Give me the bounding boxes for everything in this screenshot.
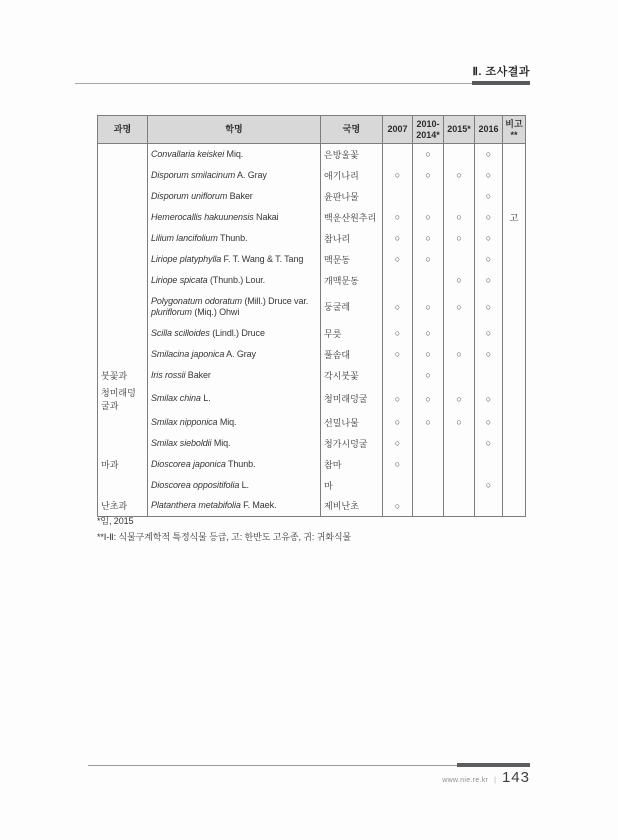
mark-cell-2010-2014: ○: [413, 207, 444, 228]
scientific-name-author: (Mill.) Druce var.: [242, 295, 309, 306]
species-row: [98, 433, 526, 454]
species-row: [98, 186, 526, 207]
mark-cell-2015: [444, 323, 475, 344]
scientific-name-author: F. T. Wang & T. Tang: [221, 253, 304, 264]
korean-name-cell: 무릇: [321, 323, 383, 344]
col-header-2016: 2016: [475, 116, 503, 144]
scientific-name-italic: Liriope platyphylla: [151, 253, 222, 264]
note-cell: [503, 291, 526, 323]
col-header-korean-name: 국명: [321, 116, 383, 144]
mark-cell-2010-2014: ○: [413, 344, 444, 365]
note-cell: [503, 344, 526, 365]
mark-cell-2007: ○: [383, 207, 413, 228]
korean-name-cell: 마: [321, 475, 383, 496]
species-row: [98, 386, 526, 412]
mark-cell-2010-2014: [413, 496, 444, 517]
scientific-name-cell: [148, 386, 321, 412]
col-header-2010-2014: 2010- 2014*: [413, 116, 444, 144]
scientific-name-cell: [148, 165, 321, 186]
mark-cell-2007: [383, 270, 413, 291]
korean-name-cell: 윤판나물: [321, 186, 383, 207]
mark-cell-2010-2014: ○: [413, 249, 444, 270]
scientific-name-cell: [148, 323, 321, 344]
mark-cell-2016: ○: [475, 386, 503, 412]
mark-cell-2016: [475, 454, 503, 475]
scientific-name-italic: Platanthera metabifolia: [151, 500, 241, 511]
mark-cell-2016: ○: [475, 165, 503, 186]
scientific-name-author: (Lindl.) Druce: [209, 327, 265, 338]
species-row: [98, 207, 526, 228]
mark-cell-2015: ○: [444, 386, 475, 412]
family-cell: [98, 270, 148, 291]
table-header: [98, 116, 526, 144]
mark-cell-2016: ○: [475, 291, 503, 323]
scientific-name-author: L.: [239, 479, 249, 490]
family-cell: 붓꽃과: [98, 365, 148, 386]
note-cell: [503, 249, 526, 270]
note-cell: [503, 496, 526, 517]
note-cell: [503, 165, 526, 186]
korean-name-cell: 풀솜대: [321, 344, 383, 365]
mark-cell-2010-2014: [413, 186, 444, 207]
mark-cell-2007: ○: [383, 386, 413, 412]
species-row: [98, 454, 526, 475]
footer-rule-accent: [457, 763, 530, 767]
mark-cell-2015: [444, 496, 475, 517]
family-cell: [98, 412, 148, 433]
scientific-name-cell: [148, 454, 321, 475]
korean-name-cell: 청미래덩굴: [321, 386, 383, 412]
scientific-name-cell: [148, 475, 321, 496]
scientific-name-cell: [148, 433, 321, 454]
species-row: [98, 475, 526, 496]
mark-cell-2016: ○: [475, 412, 503, 433]
family-cell: [98, 186, 148, 207]
mark-cell-2016: [475, 496, 503, 517]
col-header-scientific-name: 학명: [148, 116, 321, 144]
family-cell: 청미래덩굴과: [98, 386, 148, 412]
scientific-name-cell: [148, 144, 321, 165]
scientific-name-cell: [148, 207, 321, 228]
col-header-2015: 2015*: [444, 116, 475, 144]
header-rule: [75, 83, 530, 84]
species-survey-table: [97, 115, 526, 517]
mark-cell-2010-2014: ○: [413, 386, 444, 412]
mark-cell-2016: ○: [475, 323, 503, 344]
mark-cell-2010-2014: ○: [413, 412, 444, 433]
scientific-name-author: F. Maek.: [240, 500, 277, 511]
scientific-name-author: A. Gray: [235, 169, 267, 180]
scientific-name-italic: Hemerocallis hakuunensis: [151, 211, 254, 222]
mark-cell-2007: ○: [383, 291, 413, 323]
note-cell: [503, 323, 526, 344]
note-cell: 고: [503, 207, 526, 228]
mark-cell-2015: [444, 454, 475, 475]
korean-name-cell: 백운산원추리: [321, 207, 383, 228]
species-row: [98, 144, 526, 165]
species-row: [98, 270, 526, 291]
mark-cell-2007: ○: [383, 228, 413, 249]
scientific-name-author: Nakai: [253, 211, 279, 222]
korean-name-cell: 둥굴레: [321, 291, 383, 323]
family-cell: [98, 475, 148, 496]
section-heading: Ⅱ. 조사결과: [472, 66, 530, 78]
mark-cell-2010-2014: ○: [413, 323, 444, 344]
mark-cell-2007: [383, 475, 413, 496]
scientific-name-author: Thunb.: [217, 232, 248, 243]
col-header-2007: 2007: [383, 116, 413, 144]
mark-cell-2015: [444, 365, 475, 386]
mark-cell-2015: ○: [444, 344, 475, 365]
scientific-name-author: (Miq.) Ohwi: [191, 306, 240, 317]
scientific-name-italic: Iris rossii: [151, 369, 186, 380]
mark-cell-2007: ○: [383, 433, 413, 454]
note-cell: [503, 386, 526, 412]
mark-cell-2015: ○: [444, 412, 475, 433]
scientific-name-author: Miq.: [217, 416, 237, 427]
scientific-name-italic: Smilax sieboldii: [151, 437, 212, 448]
korean-name-cell: 청가시덩굴: [321, 433, 383, 454]
species-row: [98, 291, 526, 323]
scientific-name-author: Miq.: [224, 148, 244, 159]
table-body: [98, 144, 526, 517]
korean-name-cell: 각시붓꽃: [321, 365, 383, 386]
mark-cell-2016: ○: [475, 186, 503, 207]
mark-cell-2010-2014: [413, 270, 444, 291]
col-header-note: 비고 **: [503, 116, 526, 144]
note-cell: [503, 454, 526, 475]
scientific-name-italic: Convallaria keiskei: [151, 148, 225, 159]
note-cell: [503, 412, 526, 433]
scientific-name-cell: [148, 249, 321, 270]
mark-cell-2007: ○: [383, 344, 413, 365]
scientific-name-italic: Polygonatum odoratum: [151, 295, 243, 306]
korean-name-cell: 은방울꽃: [321, 144, 383, 165]
mark-cell-2007: ○: [383, 454, 413, 475]
scientific-name-italic: Dioscorea japonica: [151, 458, 226, 469]
family-cell: [98, 228, 148, 249]
note-cell: [503, 270, 526, 291]
korean-name-cell: 개맥문동: [321, 270, 383, 291]
footnote-source: *임, 2015: [97, 516, 134, 526]
mark-cell-2016: ○: [475, 207, 503, 228]
mark-cell-2015: ○: [444, 228, 475, 249]
scientific-name-italic: Smilax china: [151, 393, 201, 403]
mark-cell-2016: [475, 365, 503, 386]
mark-cell-2016: ○: [475, 228, 503, 249]
species-row: [98, 228, 526, 249]
mark-cell-2016: ○: [475, 344, 503, 365]
mark-cell-2010-2014: ○: [413, 165, 444, 186]
mark-cell-2007: [383, 144, 413, 165]
family-cell: [98, 207, 148, 228]
mark-cell-2016: ○: [475, 475, 503, 496]
scientific-name-cell: [148, 412, 321, 433]
family-cell: [98, 291, 148, 323]
scientific-name-italic: Lilium lancifolium: [151, 232, 218, 243]
korean-name-cell: 참나리: [321, 228, 383, 249]
footer-rule: [88, 765, 530, 766]
scientific-name-italic: Liriope spicata: [151, 274, 208, 285]
family-cell: [98, 165, 148, 186]
mark-cell-2016: ○: [475, 270, 503, 291]
header-row: [98, 116, 526, 144]
mark-cell-2015: [444, 249, 475, 270]
scientific-name-cell: [148, 186, 321, 207]
mark-cell-2015: [444, 475, 475, 496]
korean-name-cell: 참마: [321, 454, 383, 475]
mark-cell-2010-2014: ○: [413, 144, 444, 165]
mark-cell-2010-2014: ○: [413, 291, 444, 323]
scientific-name-author: Baker: [227, 190, 253, 201]
mark-cell-2015: ○: [444, 165, 475, 186]
mark-cell-2007: [383, 186, 413, 207]
page-number: 143: [501, 769, 530, 786]
scientific-name-author: L.: [200, 393, 211, 403]
species-row: [98, 365, 526, 386]
korean-name-cell: 선밀나물: [321, 412, 383, 433]
mark-cell-2010-2014: ○: [413, 365, 444, 386]
scientific-name-author: Thunb.: [225, 458, 256, 469]
scientific-name-author: (Thunb.) Lour.: [207, 274, 266, 285]
note-cell: [503, 144, 526, 165]
mark-cell-2010-2014: [413, 433, 444, 454]
note-cell: [503, 365, 526, 386]
scientific-name-italic: Smilax nipponica: [151, 416, 218, 427]
scientific-name-italic: Disporum smilacinum: [151, 169, 236, 180]
korean-name-cell: 제비난초: [321, 496, 383, 517]
mark-cell-2016: ○: [475, 433, 503, 454]
scientific-name-cell: [148, 365, 321, 386]
mark-cell-2015: [444, 186, 475, 207]
scientific-name-author: Baker: [185, 369, 211, 380]
mark-cell-2007: ○: [383, 249, 413, 270]
mark-cell-2007: ○: [383, 496, 413, 517]
family-cell: [98, 144, 148, 165]
header-rule-accent: [472, 81, 530, 85]
family-cell: 마과: [98, 454, 148, 475]
mark-cell-2007: [383, 365, 413, 386]
species-row: [98, 323, 526, 344]
family-cell: [98, 433, 148, 454]
scientific-name-cell: [148, 228, 321, 249]
scientific-name-italic: Dioscorea oppositifolia: [151, 479, 240, 490]
mark-cell-2015: ○: [444, 291, 475, 323]
mark-cell-2007: ○: [383, 165, 413, 186]
scientific-name-italic: Scilla scilloides: [151, 327, 210, 338]
scientific-name-italic: Smilacina japonica: [151, 348, 225, 359]
species-row: [98, 165, 526, 186]
note-cell: [503, 228, 526, 249]
mark-cell-2016: ○: [475, 249, 503, 270]
scientific-name-italic: pluriflorum: [151, 306, 192, 317]
korean-name-cell: 맥문동: [321, 249, 383, 270]
korean-name-cell: 애기나리: [321, 165, 383, 186]
mark-cell-2010-2014: [413, 454, 444, 475]
mark-cell-2010-2014: ○: [413, 228, 444, 249]
scientific-name-cell: [148, 291, 321, 323]
mark-cell-2015: ○: [444, 207, 475, 228]
mark-cell-2015: ○: [444, 270, 475, 291]
note-cell: [503, 475, 526, 496]
col-header-family: 과명: [98, 116, 148, 144]
scientific-name-cell: [148, 344, 321, 365]
footer-separator: |: [494, 777, 496, 784]
mark-cell-2010-2014: [413, 475, 444, 496]
species-row: [98, 344, 526, 365]
mark-cell-2015: [444, 144, 475, 165]
note-cell: [503, 433, 526, 454]
footnote-legend: **Ⅰ-Ⅱ: 식물구계학적 특정식물 등급, 고: 한반도 고유종, 귀: 귀화식물: [97, 531, 352, 542]
family-cell: [98, 323, 148, 344]
mark-cell-2015: [444, 433, 475, 454]
mark-cell-2016: ○: [475, 144, 503, 165]
scientific-name-cell: [148, 270, 321, 291]
mark-cell-2007: ○: [383, 323, 413, 344]
family-cell: [98, 344, 148, 365]
family-cell: [98, 249, 148, 270]
species-row: [98, 249, 526, 270]
family-cell: 난초과: [98, 496, 148, 517]
note-cell: [503, 186, 526, 207]
scientific-name-author: A. Gray: [224, 348, 256, 359]
page-footer: [442, 769, 530, 786]
mark-cell-2007: ○: [383, 412, 413, 433]
footnotes: [97, 514, 351, 545]
scientific-name-author: Miq.: [211, 437, 231, 448]
species-row: [98, 412, 526, 433]
scientific-name-italic: Disporum uniflorum: [151, 190, 228, 201]
footer-site-url: www.nie.re.kr: [442, 777, 489, 784]
